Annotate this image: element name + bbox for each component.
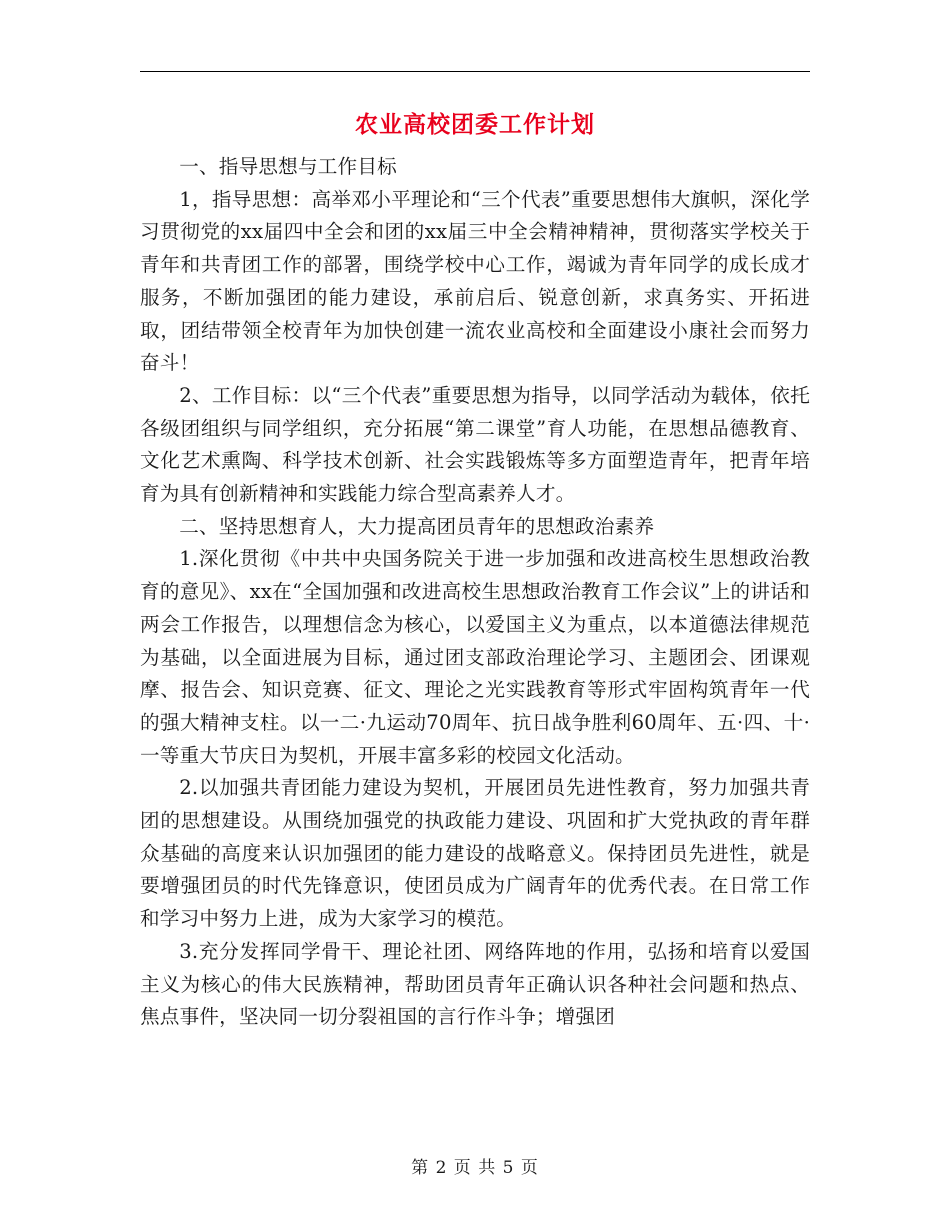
paragraph-item-1: 1.深化贯彻《中共中央国务院关于进一步加强和改进高校生思想政治教育的意见》、xx在“全国加强和改进高校生思想政治教育工作会议”上的讲话和两会工作报告，以理想信念为核心，以爱国主义为重点，以本道德法律规范为基础，以全面进展为目标，通过团支部政治理论学习、主题团会、团课观摩、报告会、知识竞赛、征文、理论之光实践教育等形式牢固构筑青年一代的强大精神支柱。以一二·九运动70周年、抗日战争胜利60周年、五·四、十·一等重大节庆日为契机，开展丰富多彩的校园文化活动。 xyxy=(140,547,810,767)
page-number: 第 2 页 共 5 页 xyxy=(411,1158,539,1178)
document-title: 农业高校团委工作计划 xyxy=(355,111,595,138)
paragraph-work-goals: 2、工作目标：以“三个代表”重要思想为指导，以同学活动为载体，依托各级团组织与同学组织，充分拓展“第二课堂”育人功能，在思想品德教育、文化艺术熏陶、科学技术创新、社会实践锻炼等多方面塑造青年，把青年培育为具有创新精神和实践能力综合型高素养人才。 xyxy=(140,383,810,506)
paragraph-item-2: 2.以加强共青团能力建设为契机，开展团员先进性教育，努力加强共青团的思想建设。从围绕加强党的执政能力建设、巩固和扩大党执政的青年群众基础的高度来认识加强团的能力建设的战略意义。保持团员先进性，就是要增强团员的时代先锋意识，使团员成为广阔青年的优秀代表。在日常工作和学习中努力上进，成为大家学习的模范。 xyxy=(140,776,810,931)
section-heading-2: 二、坚持思想育人，大力提高团员青年的思想政治素养 xyxy=(179,514,655,538)
paragraph-item-3: 3.充分发挥同学骨干、理论社团、网络阵地的作用，弘扬和培育以爱国主义为核心的伟大民族精神，帮助团员青年正确认识各种社会问题和热点、焦点事件，坚决同一切分裂祖国的言行作斗争；增强团 xyxy=(140,939,810,1029)
section-heading-1: 一、指导思想与工作目标 xyxy=(179,155,397,178)
paragraph-guiding-ideology: 1，指导思想：高举邓小平理论和“三个代表”重要思想伟大旗帜，深化学习贯彻党的xx届四中全会和团的xx届三中全会精神精神，贯彻落实学校关于青年和共青团工作的部署，围绕学校中心工作，竭诚为青年同学的成长成才服务，不断加强团的能力建设，承前启后、锐意创新，求真务实、开拓进取，团结带领全校青年为加快创建一流农业高校和全面建设小康社会而努力奋斗！ xyxy=(140,187,810,375)
header-rule xyxy=(140,71,810,72)
document-body xyxy=(140,151,810,1034)
